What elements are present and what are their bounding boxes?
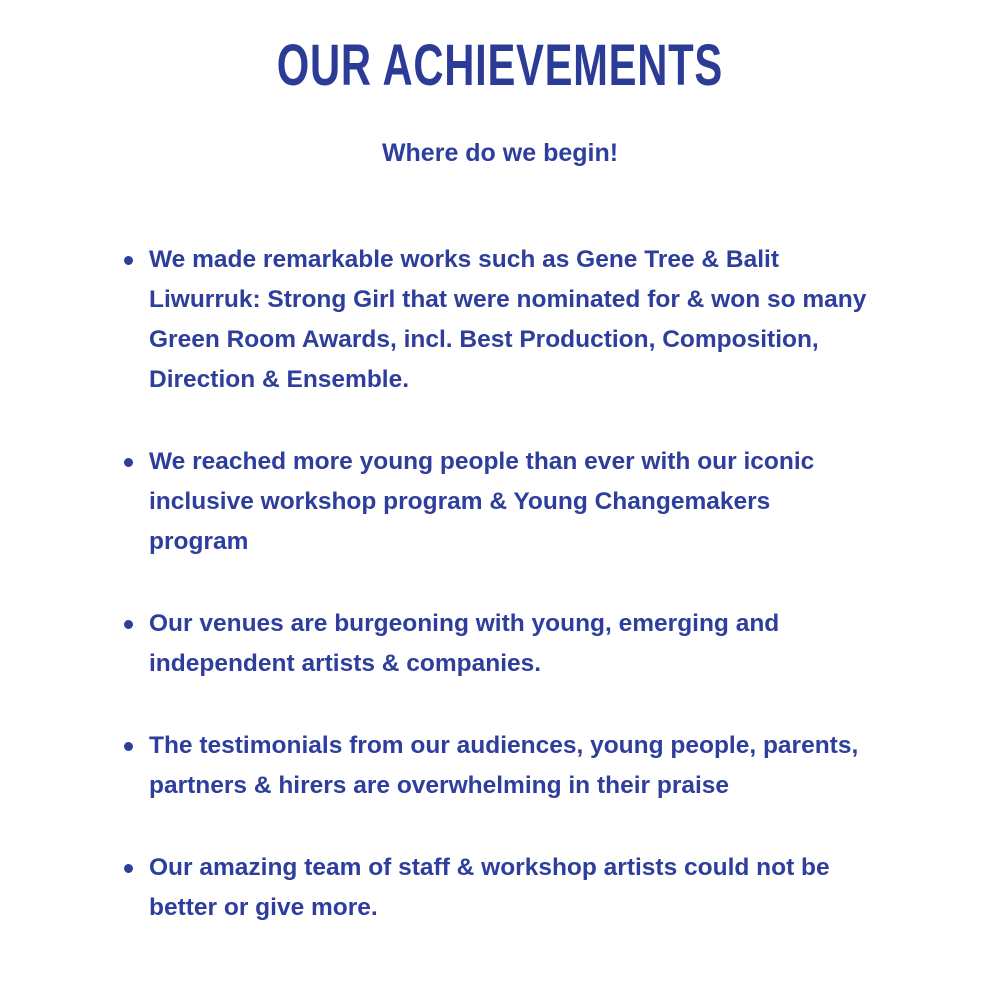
page-title-wrap bbox=[0, 33, 1000, 98]
bullet-icon bbox=[124, 256, 133, 265]
list-item-text: We made remarkable works such as Gene Tree & Balit Liwurruk: Strong Girl that were nominated for & won so many Green Room Awards, incl. Best Production, Composition, Direction & Ensemble. bbox=[149, 245, 867, 393]
list-item-text: Our amazing team of staff & workshop artists could not be better or give more. bbox=[149, 853, 830, 921]
page-title: OUR ACHIEVEMENTS bbox=[276, 33, 724, 98]
list-item bbox=[124, 848, 872, 928]
list-item-text: We reached more young people than ever with our iconic inclusive workshop program & Young Changemakers program bbox=[149, 447, 815, 555]
list-item-text: The testimonials from our audiences, young people, parents, partners & hirers are overwhelming in their praise bbox=[149, 731, 859, 799]
bullet-icon bbox=[124, 864, 133, 873]
page-subtitle: Where do we begin! bbox=[381, 138, 619, 167]
list-item bbox=[124, 442, 872, 562]
bullet-icon bbox=[124, 458, 133, 467]
list-item bbox=[124, 240, 872, 400]
bullet-icon bbox=[124, 620, 133, 629]
achievements-list bbox=[124, 240, 872, 928]
list-item bbox=[124, 604, 872, 684]
list-item bbox=[124, 726, 872, 806]
list-item-text: Our venues are burgeoning with young, emerging and independent artists & companies. bbox=[149, 609, 780, 677]
bullet-icon bbox=[124, 742, 133, 751]
